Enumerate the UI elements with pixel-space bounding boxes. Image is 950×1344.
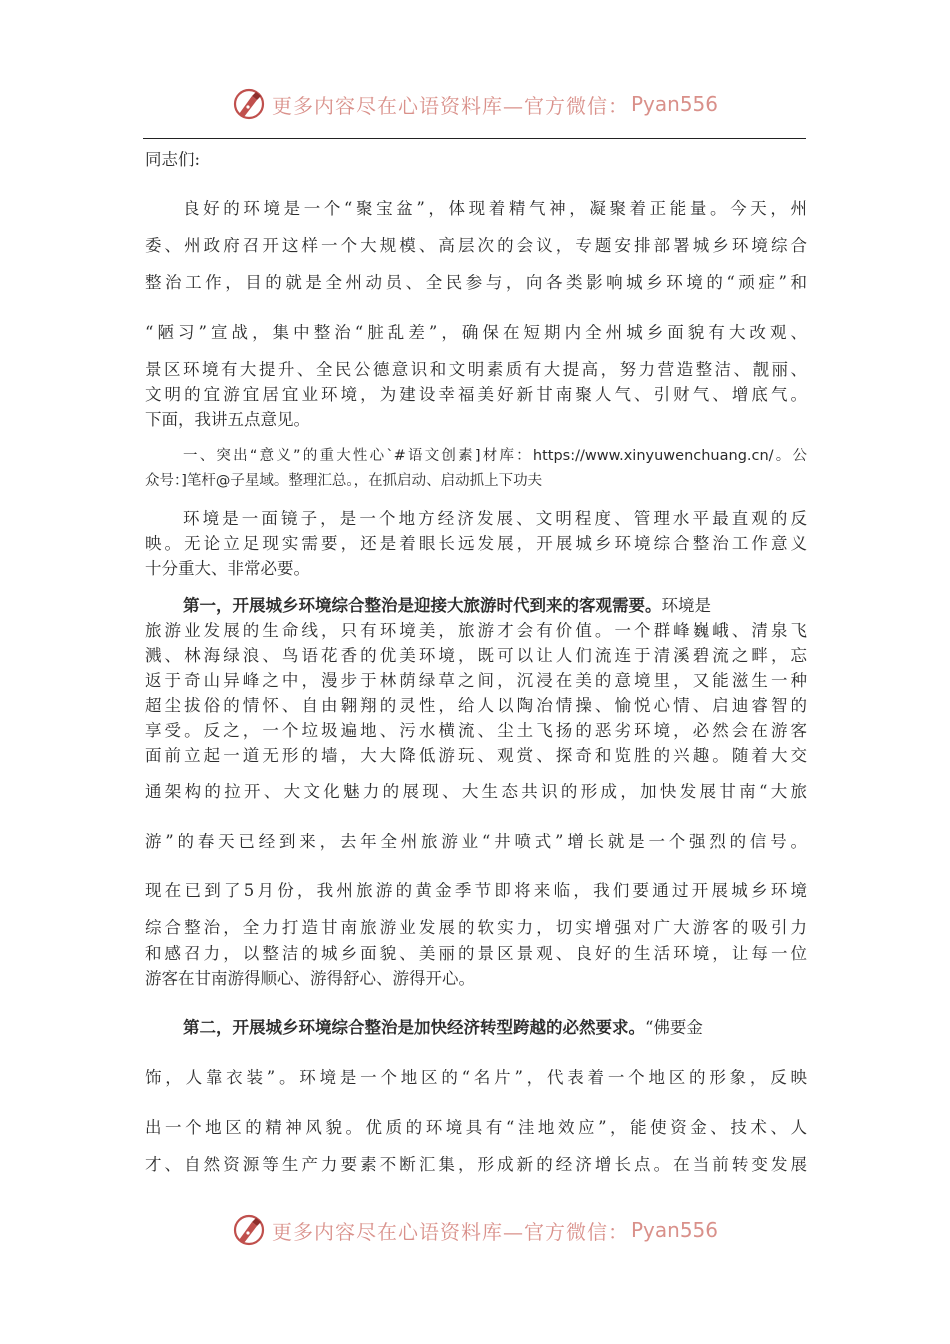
- point-two-heading: 第二，开展城乡环境综合整治是加快经济转型跨越的必然要求。: [183, 1018, 645, 1037]
- point-one-lead: 环境是: [661, 596, 711, 615]
- salutation: 同志们:: [145, 150, 201, 169]
- paragraph-line: 超尘拔俗的情怀、自由翱翔的灵性，给人以陶冶情操、愉悦心情、启迪睿智的: [145, 696, 807, 715]
- header-banner: [0, 84, 950, 124]
- paragraph-line: 旅游业发展的生命线，只有环境美，旅游才会有价值。一个群峰巍峨、清泉飞: [145, 621, 807, 640]
- paragraph-line: 溅、林海绿浪、鸟语花香的优美环境，既可以让人们流连于清溪碧流之畔，忘: [145, 646, 807, 665]
- paragraph-line: 现在已到了5月份，我州旅游的黄金季节即将来临，我们要通过开展城乡环境: [145, 881, 807, 900]
- section-heading-1: 一、突出“意义”的重大性心`#语文创素]材库：https://www.xinyuwenchuang.cn/。公: [183, 448, 807, 464]
- paragraph-line: 通架构的拉开、大文化魅力的展现、大生态共识的形成，加快发展甘南“大旅: [145, 782, 807, 801]
- banner-wechat-handle: Pyan556: [630, 92, 718, 116]
- section-heading-1-cont: 众号：]笔杆@子星域。整理汇总。，在抓启动、启动抓上下功夫: [145, 473, 543, 489]
- point-one-heading: 第一，开展城乡环境综合整治是迎接大旅游时代到来的客观需要。: [183, 596, 662, 615]
- paragraph-line: 十分重大、非常必要。: [145, 559, 310, 578]
- banner-wechat-handle: Pyan556: [630, 1218, 718, 1242]
- banner-text: 更多内容尽在心语资料库—官方微信：: [271, 1219, 629, 1244]
- paragraph-line: 整治工作，目的就是全州动员、全民参与，向各类影响城乡环境的“顽症”和: [145, 273, 807, 292]
- paragraph-line: 环境是一面镜子，是一个地方经济发展、文明程度、管理水平最直观的反: [183, 509, 807, 528]
- paragraph-line: 下面，我讲五点意见。: [145, 410, 310, 429]
- paragraph-line: 综合整治，全力打造甘南旅游业发展的软实力，切实增强对广大游客的吸引力: [145, 918, 807, 937]
- paragraph-line: 出一个地区的精神风貌。优质的环境具有“洼地效应”，能使资金、技术、人: [145, 1118, 807, 1137]
- paragraph-line: 景区环境有大提升、全民公德意识和文明素质有大提高，努力营造整洁、靓丽、: [145, 360, 807, 379]
- paragraph-line: 良好的环境是一个“聚宝盆”，体现着精气神，凝聚着正能量。今天，州: [183, 199, 807, 218]
- paragraph-line: 饰，人靠衣装”。环境是一个地区的“名片”，代表着一个地区的形象，反映: [145, 1068, 807, 1087]
- paragraph-line: 游客在甘南游得顺心、游得舒心、游得开心。: [145, 969, 475, 988]
- paragraph-line: 和感召力，以整洁的城乡面貌、美丽的景区景观、良好的生活环境，让每一位: [145, 944, 807, 963]
- paragraph-line: 委、州政府召开这样一个大规模、高层次的会议，专题安排部署城乡环境综合: [145, 236, 807, 255]
- paragraph-line: 游”的春天已经到来，去年全州旅游业“井喷式”增长就是一个强烈的信号。: [145, 832, 807, 851]
- pen-nib-logo-icon: [232, 1213, 266, 1247]
- paragraph-line: “陋习”宣战，集中整治“脏乱差”，确保在短期内全州城乡面貌有大改观、: [145, 323, 807, 342]
- paragraph-line: 享受。反之，一个垃圾遍地、污水横流、尘土飞扬的恶劣环境，必然会在游客: [145, 721, 807, 740]
- header-divider: [143, 138, 806, 139]
- point-one-line: [183, 593, 807, 619]
- banner-text: 更多内容尽在心语资料库—官方微信：: [271, 93, 629, 118]
- pen-nib-logo-icon: [232, 87, 266, 121]
- point-two-line: [183, 1015, 807, 1041]
- paragraph-line: 映。无论立足现实需要，还是着眼长远发展，开展城乡环境综合整治工作意义: [145, 534, 807, 553]
- paragraph-line: 返于奇山异峰之中，漫步于林荫绿草之间，沉浸在美的意境里，又能滋生一种: [145, 671, 807, 690]
- paragraph-line: 面前立起一道无形的墙，大大降低游玩、观赏、探奇和览胜的兴趣。随着大交: [145, 746, 807, 765]
- paragraph-line: 文明的宜游宜居宜业环境，为建设幸福美好新甘南聚人气、引财气、增底气。: [145, 385, 807, 404]
- footer-banner: [0, 1210, 950, 1250]
- point-two-lead: “佛要金: [645, 1018, 703, 1037]
- paragraph-line: 才、自然资源等生产力要素不断汇集，形成新的经济增长点。在当前转变发展: [145, 1155, 807, 1174]
